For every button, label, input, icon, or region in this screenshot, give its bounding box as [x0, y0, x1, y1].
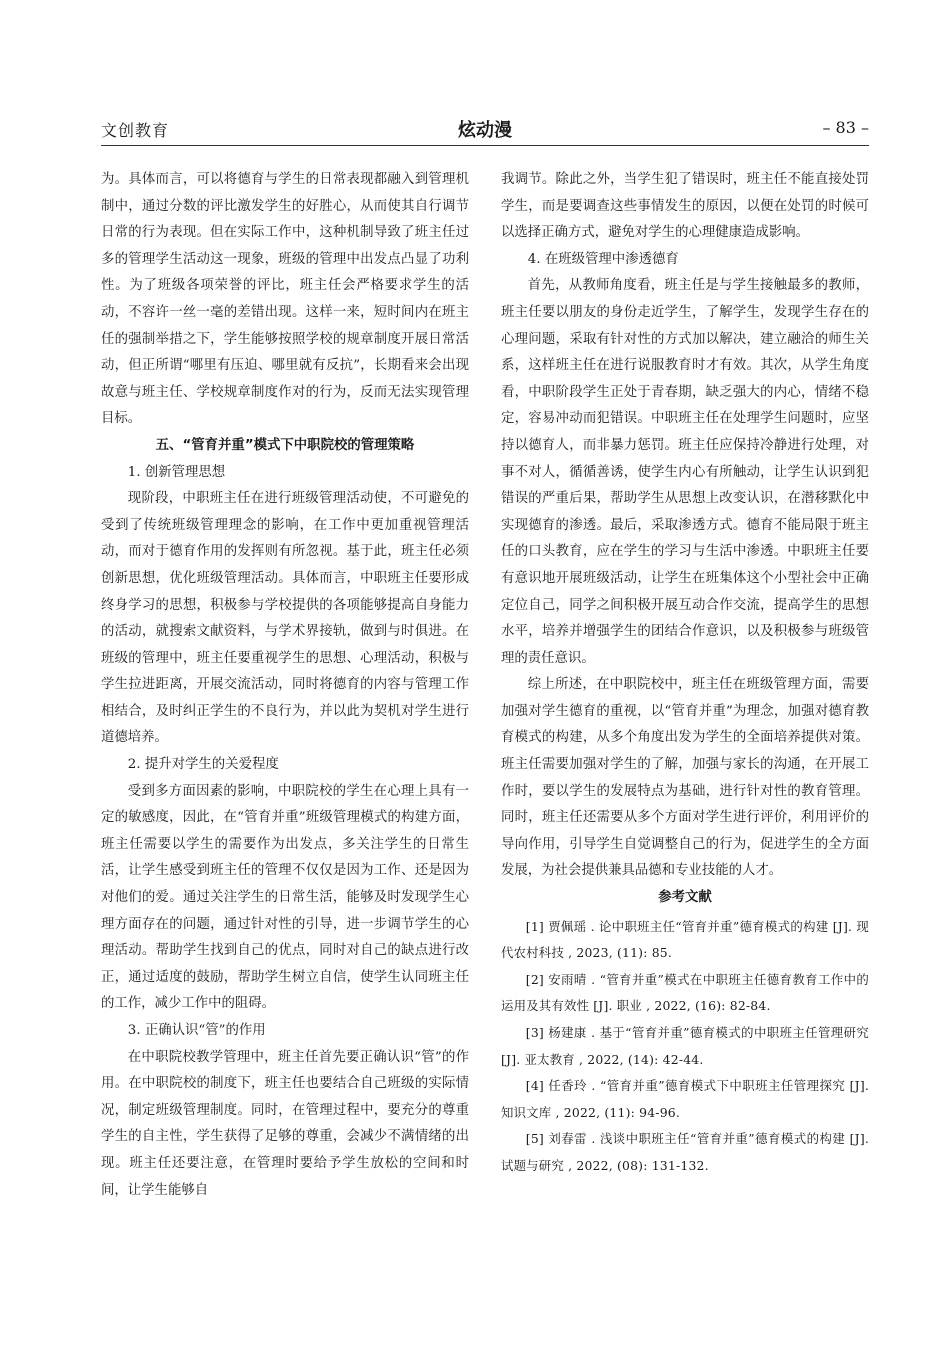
paragraph: 我调节。除此之外，当学生犯了错误时，班主任不能直接处罚学生，而是要调查这些事情发生的原因，以便在处罚的时候可以选择正确方式，避免对学生的心理健康造成影响。: [501, 172, 869, 241]
conclusion-paragraph: 综上所述，在中职院校中，班主任在班级管理方面，需要加强对学生德育的重视，以“管育并重”为理念，加强对德育教育模式的构建，从多个角度出发为学生的全面培养提供对策。班主任需要加强对学生的了解，加强与家长的沟通，在开展工作时，要以学生的发展特点为基础，进行针对性的教育管理。同时，班主任还需要从多个方面对学生进行评价，利用评价的导向作用，引导学生自觉调整自己的行为，促进学生的全方面发展，为社会提供兼具品德和专业技能的人才。: [501, 677, 869, 879]
section-heading: 五、“管育并重”模式下中职院校的管理策略: [155, 437, 415, 453]
reference-item: [5] 刘春雷 . 浅谈中职班主任“管育并重”德育模式的构建 [J]. 试题与研究 , 2022, (08): 131-132.: [501, 1131, 869, 1173]
paragraph: 在中职院校教学管理中，班主任首先要正确认识“管”的作用。在中职院校的制度下，班主任也要结合自己班级的实际情况，制定班级管理制度。同时，在管理过程中，要充分的尊重学生的自主性，学生获得了足够的尊重，会减少不满情绪的出现。班主任还要注意，在管理时要给予学生放松的空间和时间，让学生能够自: [101, 1049, 469, 1198]
references-heading: 参考文献: [658, 890, 712, 906]
right-column: [501, 167, 869, 1180]
page-header: [101, 114, 869, 144]
paragraph: 现阶段，中职班主任在进行班级管理活动使，不可避免的受到了传统班级管理理念的影响，在工作中更加重视管理活动，而对于德育作用的发挥则有所忽视。基于此，班主任必须创新思想，优化班级管理活动。具体而言，中职班主任要形成终身学习的思想，积极参与学校提供的各项能够提高自身能力的活动，就搜索文献资料，与学术界接轨，做到与时俱进。在班级的管理中，班主任要重视学生的思想、心理活动，积极与学生拉进距离，开展交流活动，同时将德育的内容与管理工作相结合，及时纠正学生的不良行为，并以此为契机对学生进行道德培养。: [101, 491, 469, 746]
magazine-title: 炫动漫: [458, 120, 512, 141]
header-divider: [101, 145, 869, 146]
references-list: [501, 914, 869, 1180]
page-number: – 83 –: [822, 118, 869, 137]
subheading: 1. 创新管理思想: [127, 464, 226, 480]
reference-item: [4] 任香玲 . “管育并重”德育模式下中职班主任管理探究 [J]. 知识文库 , 2022, (11): 94-96.: [501, 1078, 869, 1120]
subheading: 3. 正确认识“管”的作用: [127, 1023, 266, 1038]
reference-item: [3] 杨建康 . 基于“管育并重”德育模式的中职班主任管理研究 [J]. 亚太教育 , 2022, (14): 42-44.: [501, 1025, 869, 1067]
journal-section-name: 文创教育: [101, 121, 170, 140]
subheading: 4. 在班级管理中渗透德育: [527, 251, 679, 267]
paragraph: 受到多方面因素的影响，中职院校的学生在心理上具有一定的敏感度，因此，在“管育并重”班级管理模式的构建方面，班主任需要以学生的需要作为出发点，多关注学生的日常生活，让学生感受到班主任的管理不仅仅是因为工作、还是因为对他们的爱。通过关注学生的日常生活，能够及时发现学生心理方面存在的问题，通过针对性的引导，进一步调节学生的心理活动。帮助学生找到自己的优点，同时对自己的缺点进行改正，通过适度的鼓励，帮助学生树立自信，使学生认同班主任的工作，减少工作中的阻碍。: [101, 783, 469, 1012]
reference-item: [2] 安雨晴 . “管育并重”模式在中职班主任德育教育工作中的运用及其有效性 [J]. 职业 , 2022, (16): 82-84.: [501, 971, 869, 1014]
subheading: 2. 提升对学生的关爱程度: [127, 757, 279, 773]
left-column: [101, 167, 469, 1204]
reference-item: [1] 贾佩瑶 . 论中职班主任“管育并重”德育模式的构建 [J]. 现代农村科技 , 2023, (11): 85.: [501, 918, 869, 961]
paragraph: 为。具体而言，可以将德育与学生的日常表现都融入到管理机制中，通过分数的评比激发学生的好胜心，从而使其自行调节日常的行为表现。但在实际工作中，这种机制导致了班主任过多的管理学生活动这一现象，班级的管理中出发点凸显了功利性。为了班级各项荣誉的评比，班主任会严格要求学生的活动，不容许一丝一毫的差错出现。这样一来，短时间内在班主任的强制举措之下，学生能够按照学校的规章制度开展日常活动，但正所谓“哪里有压迫、哪里就有反抗”，长期看来会出现故意与班主任、学校规章制度作对的行为，反而无法实现管理目标。: [101, 172, 469, 427]
paragraph: 首先，从教师角度看，班主任是与学生接触最多的教师，班主任要以朋友的身份走近学生，了解学生，发现学生存在的心理问题，采取有针对性的方式加以解决，建立融洽的师生关系，这样班主任在进行说服教育时才有效。其次，从学生角度看，中职阶段学生正处于青春期，缺乏强大的内心，情绪不稳定，容易冲动而犯错误。中职班主任在处理学生问题时，应坚持以德育人，而非暴力惩罚。班主任应保持冷静进行处理，对事不对人，循循善诱，使学生内心有所触动，让学生认识到犯错误的严重后果，帮助学生从思想上改变认识，在潜移默化中实现德育的渗透。最后，采取渗透方式。德育不能局限于班主任的口头教育，应在学生的学习与生活中渗透。中职班主任要有意识地开展班级活动，让学生在班集体这个小型社会中正确定位自己，同学之间积极开展互动合作交流，提高学生的思想水平，培养并增强学生的团结合作意识，以及积极参与班级管理的责任意识。: [501, 278, 869, 666]
